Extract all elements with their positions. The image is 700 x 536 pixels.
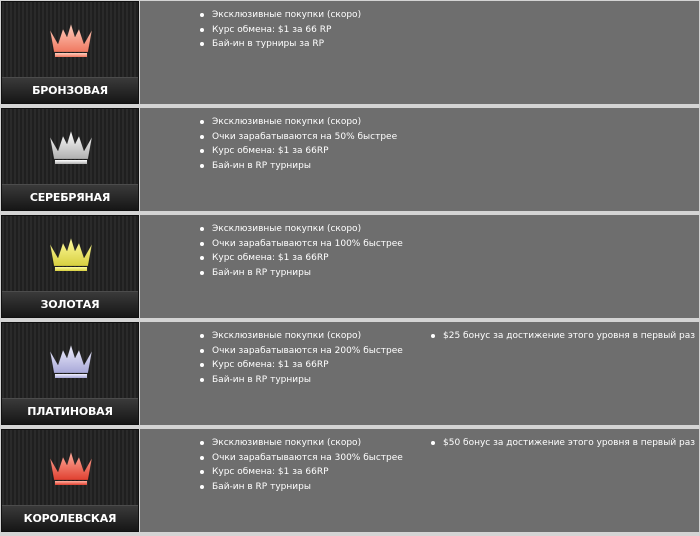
benefit-item: Курс обмена: $1 за 66RP <box>212 251 403 266</box>
crown-icon <box>46 127 96 167</box>
bonus-list <box>431 329 695 344</box>
crown-icon <box>46 448 96 488</box>
bonus-item: $50 бонус за достижение этого уровня в первый раз <box>443 436 695 451</box>
benefit-item: Очки зарабатываются на 300% быстрее <box>212 451 403 466</box>
tier-row-platinum <box>0 321 700 426</box>
tier-badge <box>1 322 139 425</box>
tier-name: КОРОЛЕВСКАЯ <box>2 505 138 531</box>
tier-badge <box>1 429 139 532</box>
tier-info <box>140 429 699 532</box>
benefit-item: Эксклюзивные покупки (скоро) <box>212 8 361 23</box>
tier-info <box>140 215 699 318</box>
tier-row-royal <box>0 428 700 533</box>
tier-info <box>140 108 699 211</box>
benefit-item: Эксклюзивные покупки (скоро) <box>212 436 403 451</box>
crown-icon <box>46 20 96 60</box>
benefit-item: Эксклюзивные покупки (скоро) <box>212 115 397 130</box>
benefits-list <box>200 8 361 52</box>
benefit-item: Бай-ин в RP турниры <box>212 480 403 495</box>
tier-name: ЗОЛОТАЯ <box>2 291 138 317</box>
benefits-list <box>200 222 403 280</box>
tier-row-gold <box>0 214 700 319</box>
tier-row-bronze <box>0 0 700 105</box>
benefit-item: Бай-ин в RP турниры <box>212 373 403 388</box>
benefit-item: Бай-ин в RP турниры <box>212 266 403 281</box>
tier-info <box>140 322 699 425</box>
benefit-item: Эксклюзивные покупки (скоро) <box>212 329 403 344</box>
benefit-item: Очки зарабатываются на 50% быстрее <box>212 130 397 145</box>
benefits-list <box>200 115 397 173</box>
tier-name: ПЛАТИНОВАЯ <box>2 398 138 424</box>
tier-badge <box>1 108 139 211</box>
benefit-item: Бай-ин в турниры за RP <box>212 37 361 52</box>
benefit-item: Курс обмена: $1 за 66RP <box>212 465 403 480</box>
benefit-item: Курс обмена: $1 за 66 RP <box>212 23 361 38</box>
benefit-item: Бай-ин в RP турниры <box>212 159 397 174</box>
tier-row-silver <box>0 107 700 212</box>
benefit-item: Очки зарабатываются на 200% быстрее <box>212 344 403 359</box>
bonus-list <box>431 436 695 451</box>
tier-badge <box>1 215 139 318</box>
benefit-item: Эксклюзивные покупки (скоро) <box>212 222 403 237</box>
benefit-item: Курс обмена: $1 за 66RP <box>212 144 397 159</box>
benefit-item: Курс обмена: $1 за 66RP <box>212 358 403 373</box>
tier-name: СЕРЕБРЯНАЯ <box>2 184 138 210</box>
benefits-list <box>200 436 403 494</box>
crown-icon <box>46 234 96 274</box>
bonus-item: $25 бонус за достижение этого уровня в первый раз <box>443 329 695 344</box>
benefits-list <box>200 329 403 387</box>
tier-name: БРОНЗОВАЯ <box>2 77 138 103</box>
tier-badge <box>1 1 139 104</box>
tier-info <box>140 1 699 104</box>
crown-icon <box>46 341 96 381</box>
benefit-item: Очки зарабатываются на 100% быстрее <box>212 237 403 252</box>
